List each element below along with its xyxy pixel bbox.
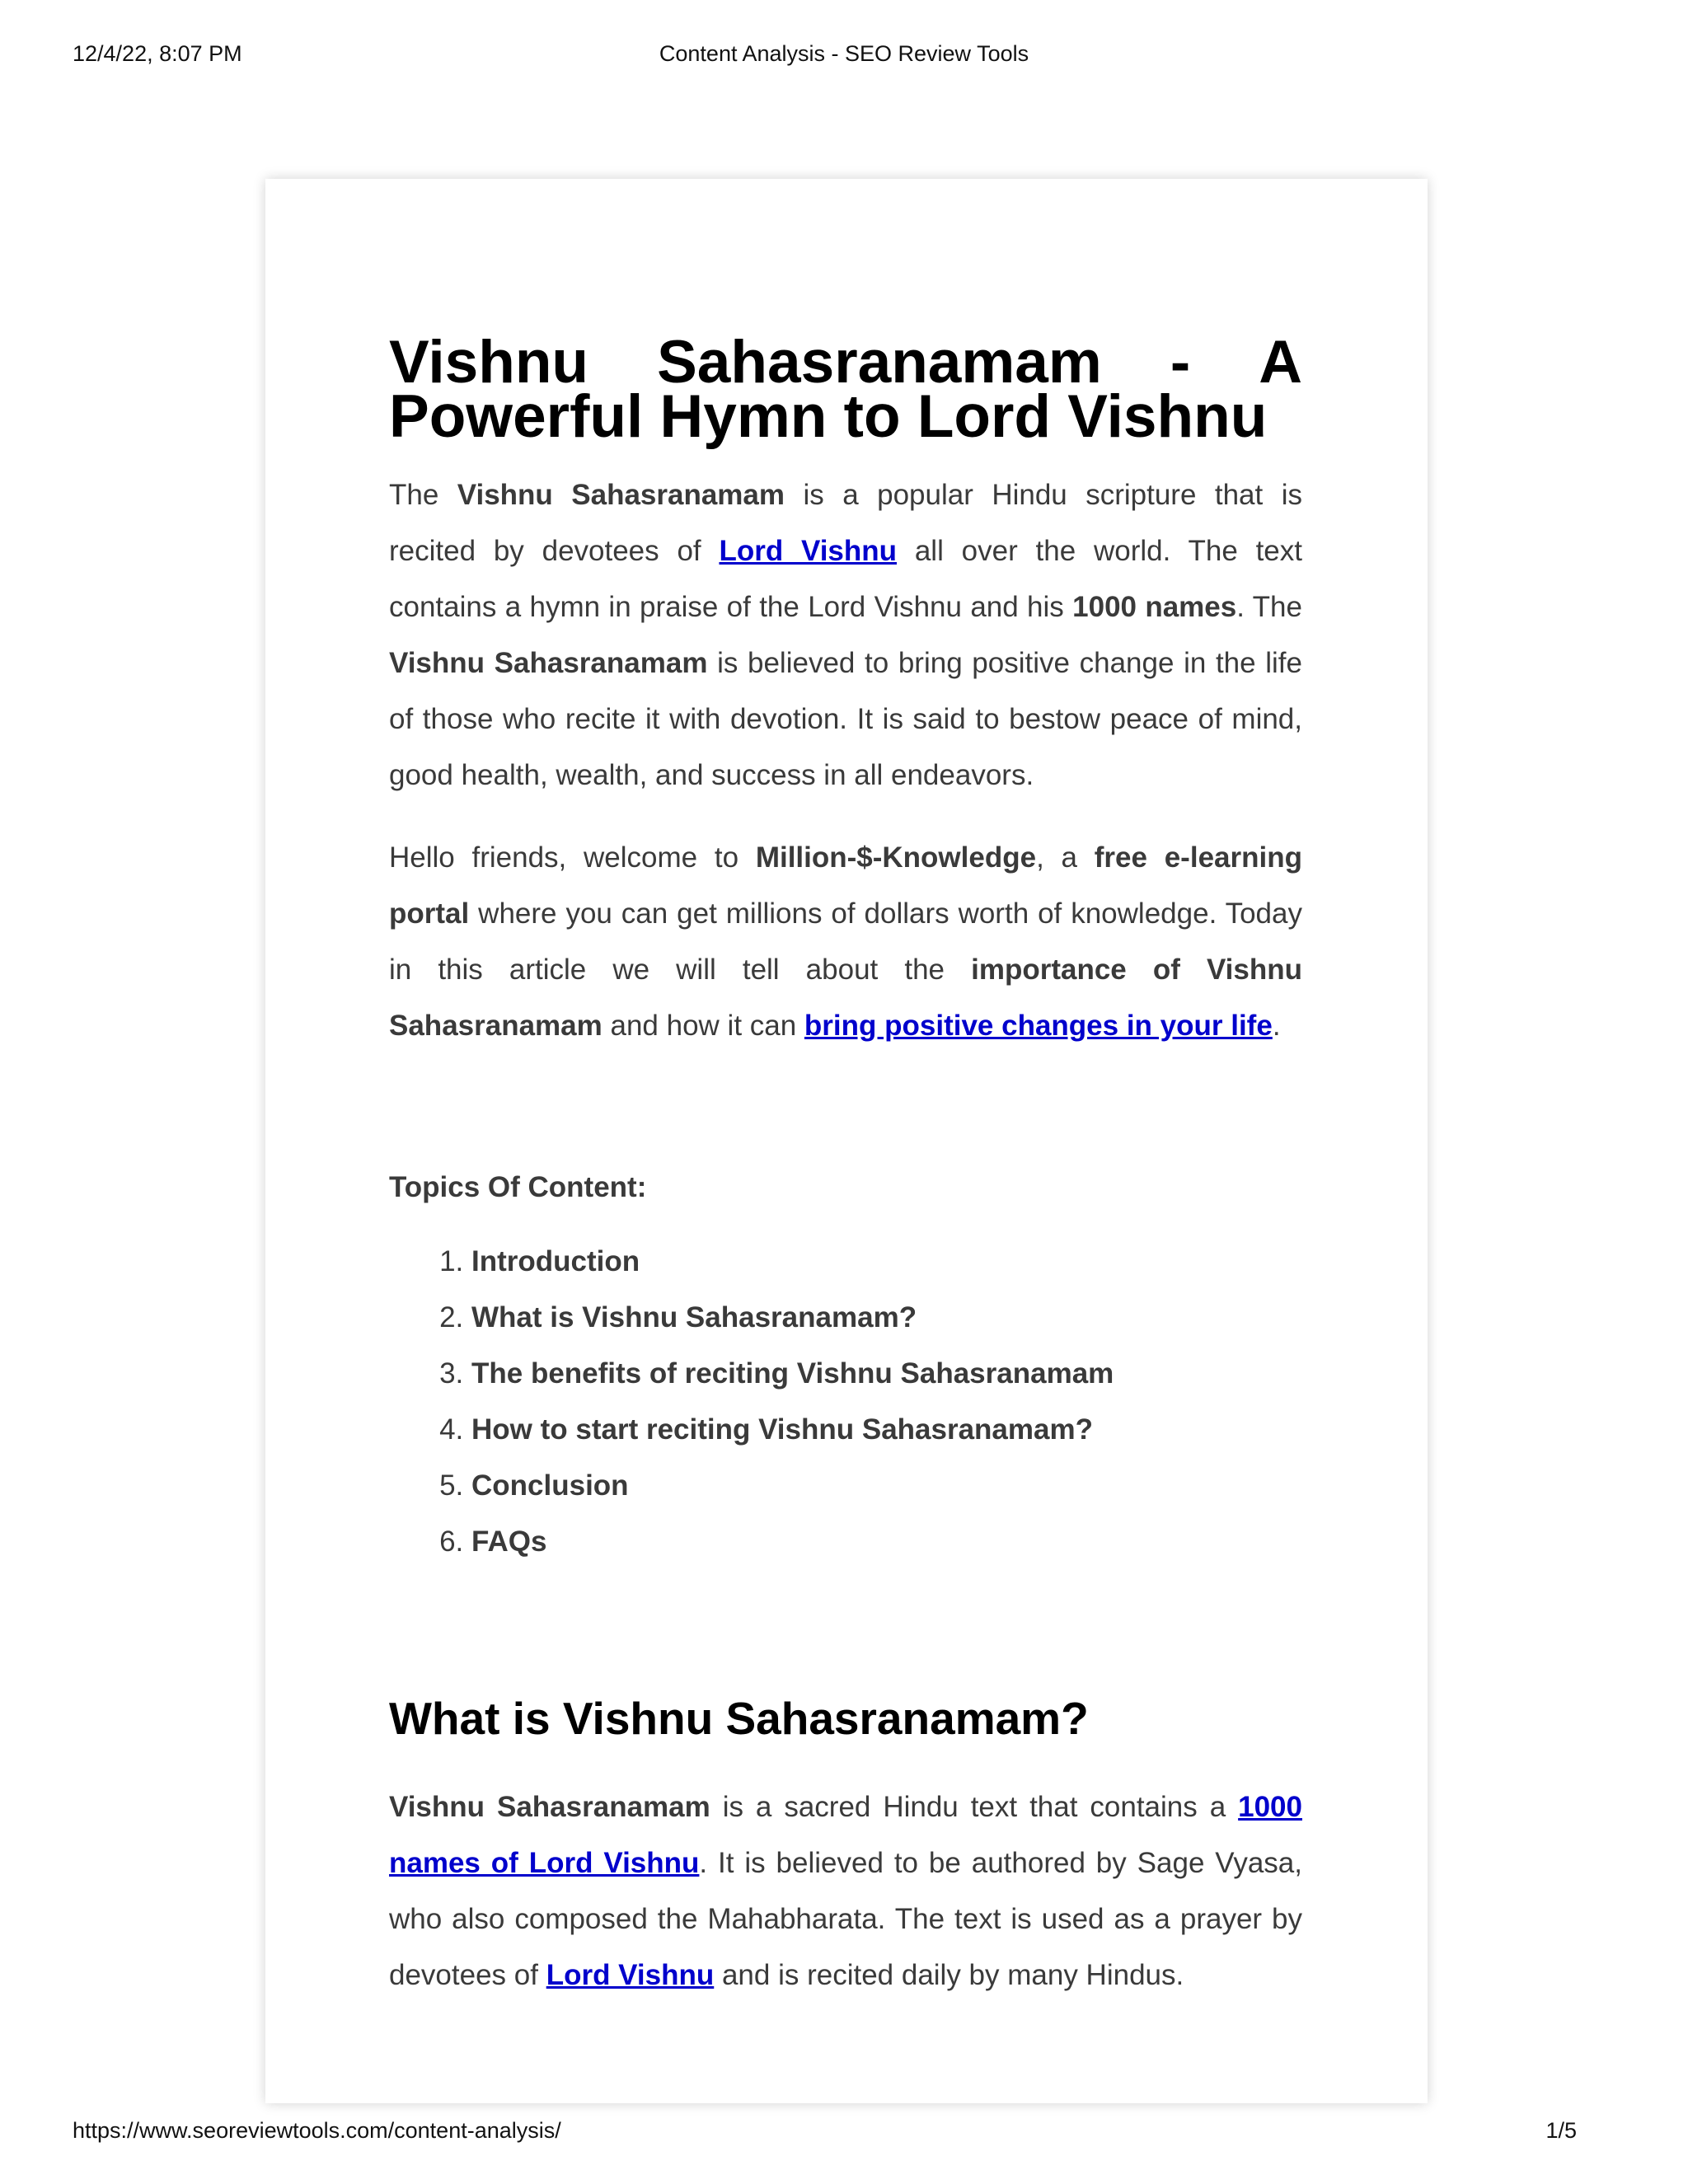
text-run: . It is believed to be authored by Sage Vyasa, who also composed the Mahabharata. The text is used as a prayer by devotees of xyxy=(389,1847,1302,1991)
text-run: Hello friends, welcome to xyxy=(389,841,756,874)
print-header xyxy=(73,41,1615,74)
toc-item-label: The benefits of reciting Vishnu Sahasranamam xyxy=(471,1357,1114,1390)
toc-item-label: How to start reciting Vishnu Sahasranamam? xyxy=(471,1413,1093,1446)
title-word: A xyxy=(1259,329,1302,396)
toc-title: Topics Of Content: xyxy=(389,1171,647,1203)
toc-item xyxy=(471,1514,1302,1570)
toc-item-label: FAQs xyxy=(471,1526,547,1558)
intro-paragraph xyxy=(389,467,1302,804)
article-title-line1 xyxy=(389,329,1302,396)
text-run: The xyxy=(389,479,457,511)
print-url: https://www.seoreviewtools.com/content-analysis/ xyxy=(73,2118,561,2143)
title-word: Vishnu xyxy=(389,329,589,396)
print-page-number: 1/5 xyxy=(1545,2118,1577,2143)
article-title xyxy=(389,329,1302,450)
toc-item xyxy=(471,1290,1302,1346)
bold-text: Million-$-Knowledge xyxy=(755,841,1037,874)
toc-item xyxy=(471,1346,1302,1402)
print-datetime: 12/4/22, 8:07 PM xyxy=(73,41,242,66)
text-run: where you can get millions of dollars worth of knowledge. Today in this article we will tell about the xyxy=(389,898,1302,986)
article-content xyxy=(389,329,1302,2004)
text-run: is a sacred Hindu text that contains a xyxy=(710,1791,1239,1823)
1000-names-link[interactable]: 1000 names of Lord Vishnu xyxy=(389,1791,1302,1879)
toc-item-label: What is Vishnu Sahasranamam? xyxy=(471,1301,917,1333)
toc-item xyxy=(471,1458,1302,1514)
print-footer xyxy=(73,2118,1615,2151)
welcome-paragraph xyxy=(389,830,1302,1054)
section-paragraph xyxy=(389,1779,1302,2004)
bold-text: free e-learning portal xyxy=(389,841,1302,930)
toc-list xyxy=(389,1234,1302,1570)
section-heading: What is Vishnu Sahasranamam? xyxy=(389,1693,1089,1744)
bold-text: Vishnu Sahasranamam xyxy=(457,479,785,511)
bold-text: Vishnu Sahasranamam xyxy=(389,647,708,679)
text-run: and is recited daily by many Hindus. xyxy=(714,1959,1184,1991)
positive-changes-link[interactable]: bring positive changes in your life xyxy=(804,1010,1273,1042)
text-run: all over the world. The text contains a hymn in praise of the Lord Vishnu and his xyxy=(389,535,1302,623)
title-word: - xyxy=(1170,329,1191,396)
text-run: . xyxy=(1272,1010,1281,1042)
toc-item xyxy=(471,1402,1302,1458)
print-page-title: Content Analysis - SEO Review Tools xyxy=(659,41,1029,66)
lord-vishnu-link[interactable]: Lord Vishnu xyxy=(719,535,898,567)
text-run: . The xyxy=(1236,591,1302,623)
bold-text: importance of Vishnu Sahasranamam xyxy=(389,954,1302,1042)
text-run: and how it can xyxy=(602,1010,804,1042)
toc-item-label: Conclusion xyxy=(471,1469,629,1502)
text-run: , a xyxy=(1036,841,1095,874)
lord-vishnu-link[interactable]: Lord Vishnu xyxy=(546,1959,715,1991)
text-run: is believed to bring positive change in the life of those who recite it with devotion. It is said to bestow peace of mind, good health, wealth, and success in all endeavors. xyxy=(389,647,1302,791)
text-run: is a popular Hindu scripture that is recited by devotees of xyxy=(389,479,1302,567)
bold-text: Vishnu Sahasranamam xyxy=(389,1791,710,1823)
toc-item-label: Introduction xyxy=(471,1245,640,1277)
bold-text: 1000 names xyxy=(1072,591,1237,623)
article-card xyxy=(265,179,1428,2103)
toc-item xyxy=(471,1234,1302,1290)
title-word: Sahasranamam xyxy=(657,329,1102,396)
article-title-line2: Powerful Hymn to Lord Vishnu xyxy=(389,383,1268,450)
